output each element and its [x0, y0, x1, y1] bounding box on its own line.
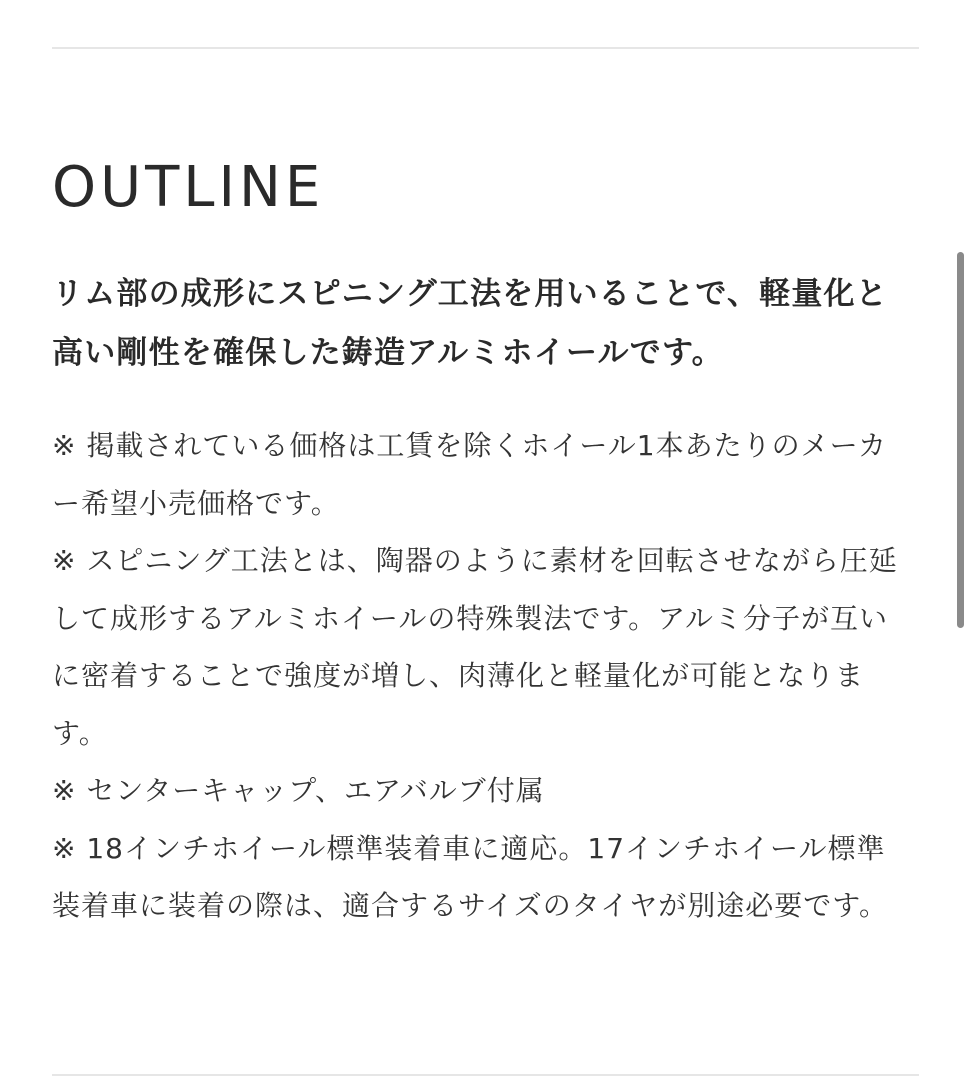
section-title: OUTLINE	[52, 155, 325, 220]
note-price: ※ 掲載されている価格は工賃を除くホイール1本あたりのメーカー希望小売価格です。	[52, 429, 888, 520]
top-divider	[52, 47, 919, 49]
notes-list	[52, 417, 914, 935]
note-spinning-method: ※ スピニング工法とは、陶器のように素材を回転させながら圧延して成形するアルミホイールの特殊製法です。アルミ分子が互いに密着することで強度が増し、肉薄化と軽量化が可能となります。	[52, 544, 898, 750]
note-fitment: ※ 18インチホイール標準装着車に適応。17インチホイール標準装着車に装着の際は、適合するサイズのタイヤが別途必要です。	[52, 831, 888, 922]
bottom-divider	[52, 1074, 919, 1076]
lead-text: リム部の成形にスピニング工法を用いることで、軽量化と高い剛性を確保した鋳造アルミホイールです。	[52, 276, 888, 371]
note-accessories: ※ センターキャップ、エアバルブ付属	[52, 774, 545, 807]
scrollbar-thumb[interactable]	[957, 252, 964, 628]
